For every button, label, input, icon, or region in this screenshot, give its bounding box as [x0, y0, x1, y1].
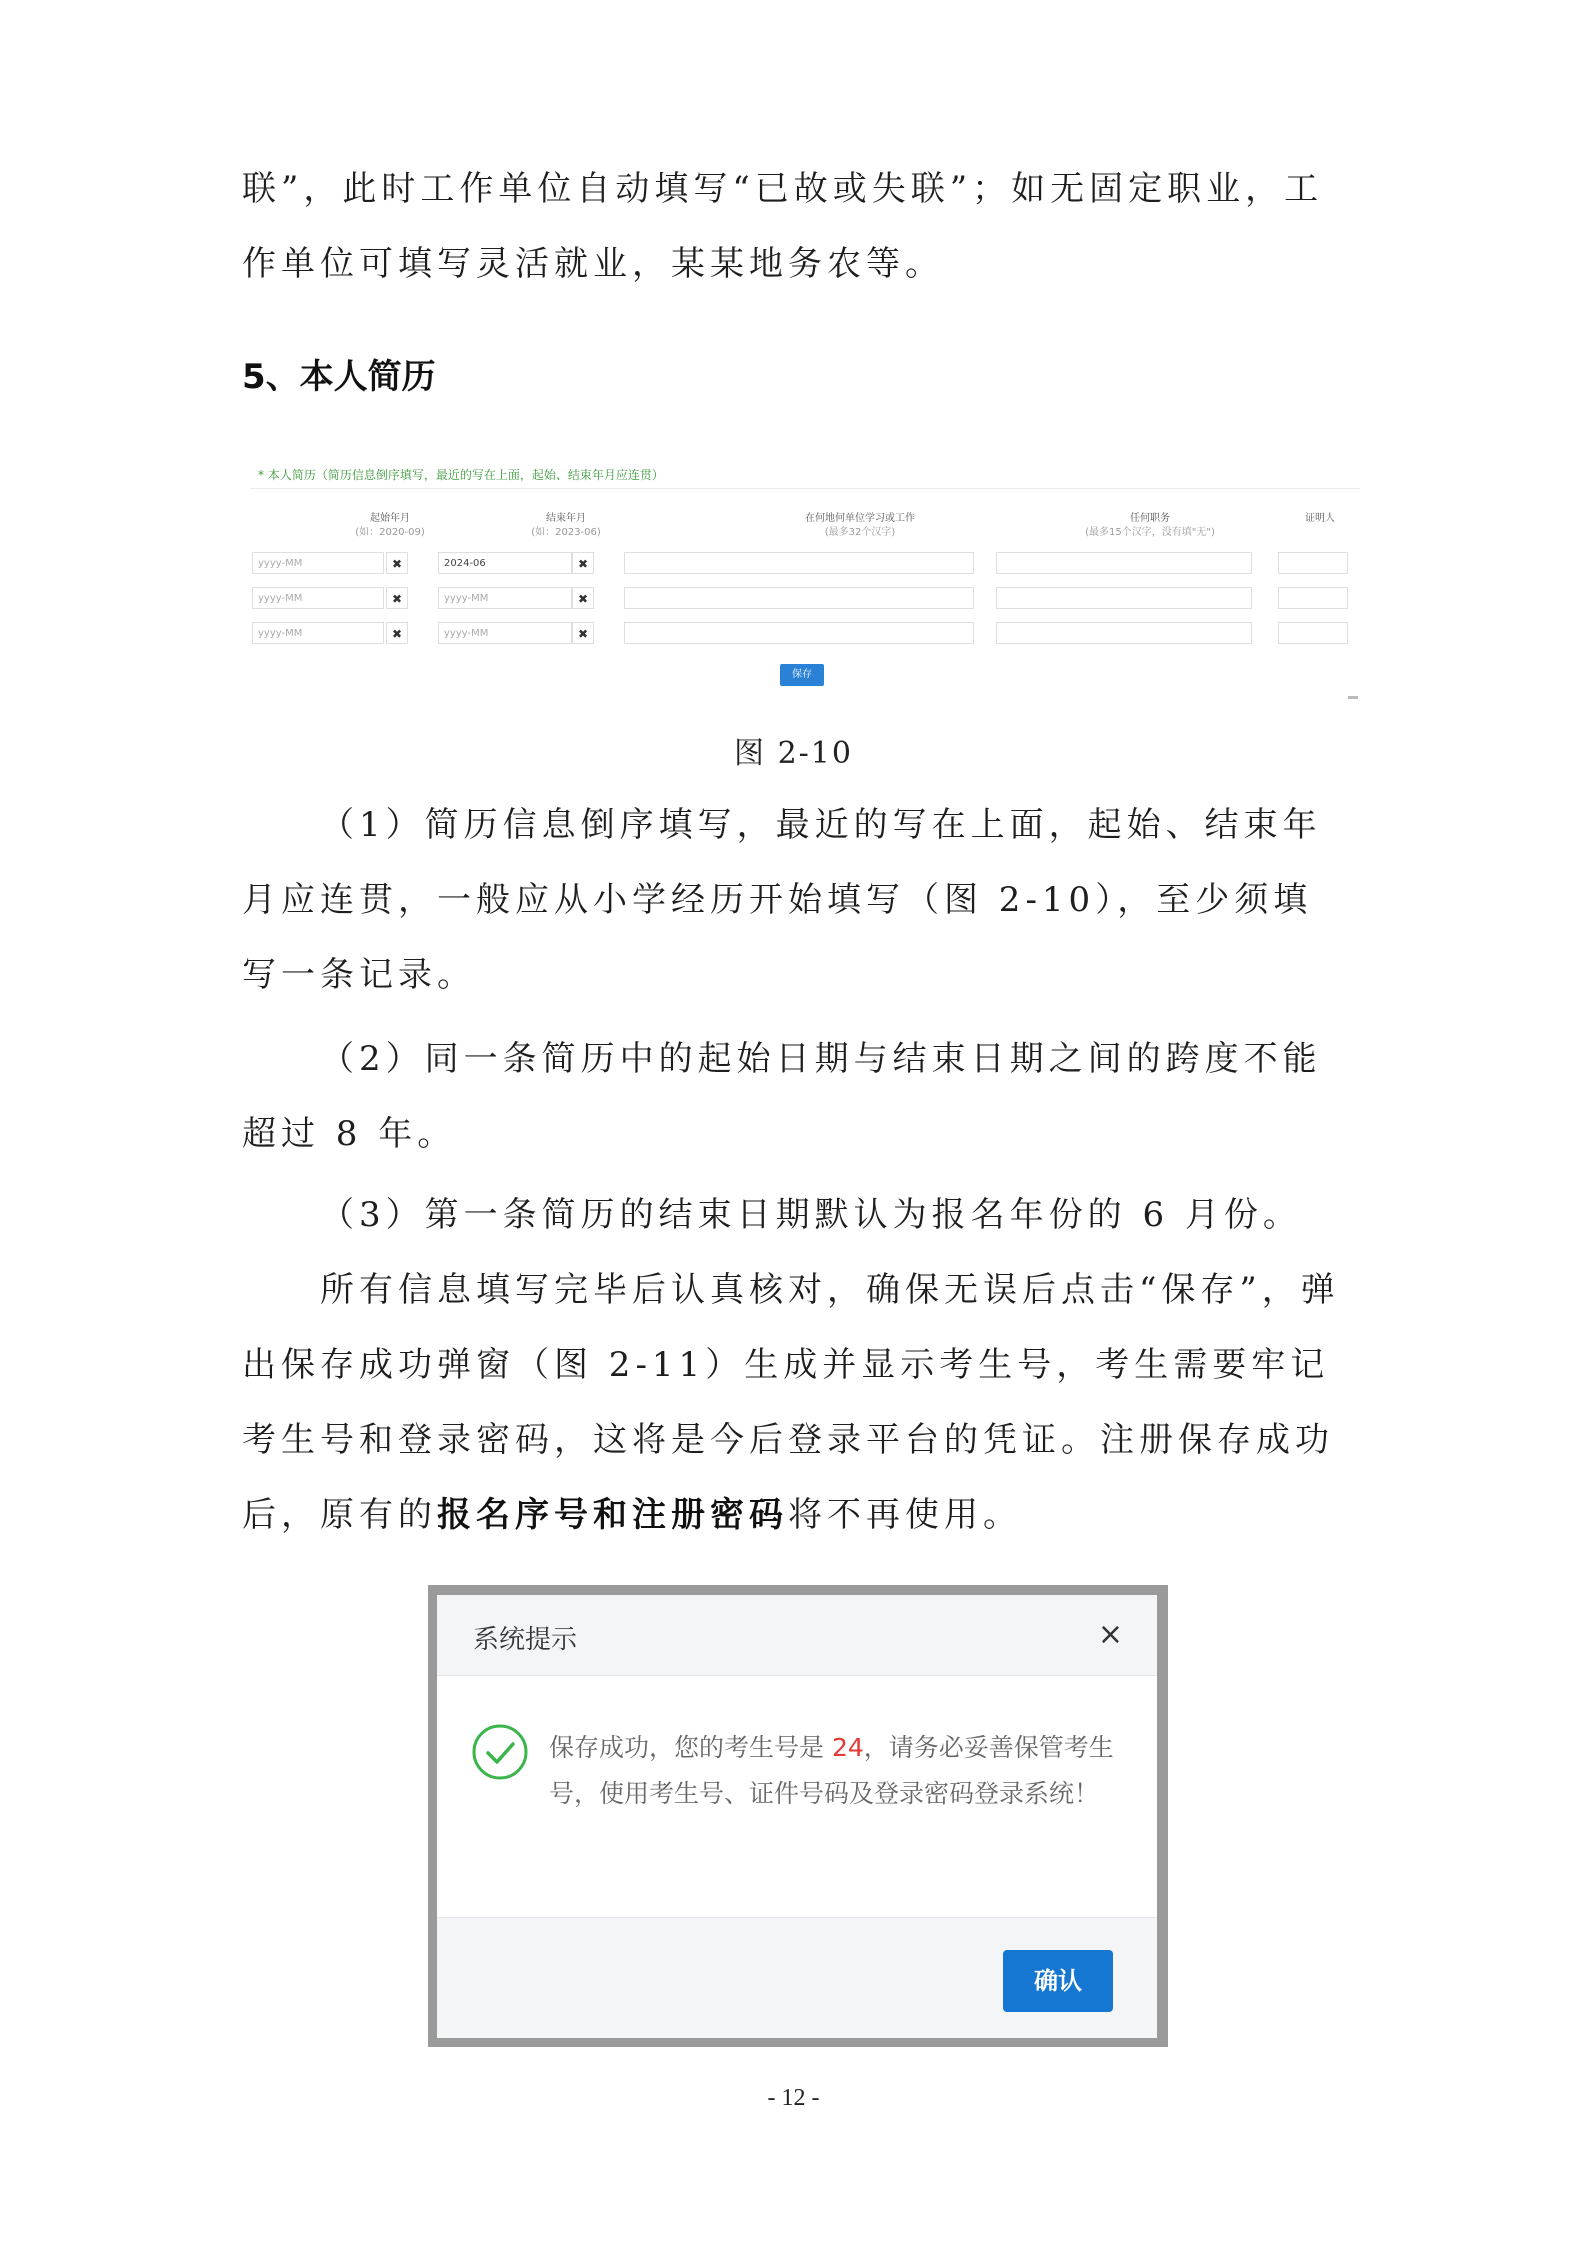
position-input[interactable]	[996, 552, 1252, 574]
save-button[interactable]: 保存	[780, 664, 824, 686]
success-check-icon	[471, 1723, 529, 1781]
clear-end-icon[interactable]: ✖	[572, 587, 594, 609]
organization-input[interactable]	[624, 587, 974, 609]
clear-end-icon[interactable]: ✖	[572, 552, 594, 574]
paragraph-1: （1）简历信息倒序填写，最近的写在上面，起始、结束年月应连贯，一般应从小学经历开始填写（图 2-10），至少须填写一条记录。	[242, 805, 1322, 995]
start-date-input[interactable]: yyyy-MM	[252, 587, 384, 609]
end-date-input[interactable]: 2024-06	[438, 552, 572, 574]
position-input[interactable]	[996, 587, 1252, 609]
dialog-footer	[437, 1917, 1157, 2038]
column-header-org: 在何地何单位学习或工作 (最多32个汉字)	[805, 513, 915, 538]
resume-form-title: * 本人简历（简历信息倒序填写，最近的写在上面，起始、结束年月应连贯）	[258, 468, 664, 482]
start-date-input[interactable]: yyyy-MM	[252, 552, 384, 574]
organization-input[interactable]	[624, 622, 974, 644]
dialog-message: 保存成功，您的考生号是 24，请务必妥善保管考生号，使用考生号、证件号码及登录密码登录系统！	[549, 1733, 1114, 1808]
reference-input[interactable]	[1278, 622, 1348, 644]
dialog-header	[437, 1595, 1157, 1676]
section-heading: 5、本人简历	[242, 357, 436, 397]
bold-phrase: 报名序号和注册密码	[437, 1495, 788, 1535]
close-icon[interactable]: ×	[1097, 1617, 1123, 1652]
clear-start-icon[interactable]: ✖	[386, 552, 408, 574]
start-date-input[interactable]: yyyy-MM	[252, 622, 384, 644]
clear-start-icon[interactable]: ✖	[386, 622, 408, 644]
resume-form-figure	[250, 460, 1360, 710]
paragraph-2: （2）同一条简历中的起始日期与结束日期之间的跨度不能超过 8 年。	[242, 1039, 1322, 1154]
paragraph-continuation: 联”，此时工作单位自动填写“已故或失联”；如无固定职业，工作单位可填写灵活就业，某某地务农等。	[242, 169, 1324, 284]
end-date-input[interactable]: yyyy-MM	[438, 622, 572, 644]
column-header-end: 结束年月 (如：2023-06)	[531, 513, 601, 538]
page-number: - 12 -	[767, 2085, 820, 2111]
paragraph-4: 所有信息填写完毕后认真核对，确保无误后点击“保存”，弹出保存成功弹窗（图 2-11）生成并显示考生号，考生需要牢记考生号和登录密码，这将是今后登录平台的凭证。注册保存成功后，原有的报名序号和注册密码将不再使用。	[242, 1270, 1340, 1535]
confirm-button[interactable]: 确认	[1003, 1950, 1113, 2012]
figure-caption: 图 2-10	[734, 736, 853, 771]
divider	[250, 488, 1360, 489]
system-dialog	[437, 1595, 1157, 2037]
reference-input[interactable]	[1278, 587, 1348, 609]
column-header-start: 起始年月 (如：2020-09)	[355, 513, 425, 538]
clear-end-icon[interactable]: ✖	[572, 622, 594, 644]
column-header-reference: 证明人	[1305, 513, 1335, 524]
exam-number: 24	[831, 1733, 864, 1762]
end-date-input[interactable]: yyyy-MM	[438, 587, 572, 609]
dialog-title: 系统提示	[473, 1625, 578, 1655]
position-input[interactable]	[996, 622, 1252, 644]
success-dialog-figure	[428, 1585, 1168, 2047]
clear-start-icon[interactable]: ✖	[386, 587, 408, 609]
reference-input[interactable]	[1278, 552, 1348, 574]
column-header-position: 任何职务 (最多15个汉字，没有填"无")	[1085, 513, 1215, 538]
scroll-handle	[1348, 696, 1358, 699]
paragraph-3: （3）第一条简历的结束日期默认为报名年份的 6 月份。	[320, 1195, 1302, 1235]
organization-input[interactable]	[624, 552, 974, 574]
